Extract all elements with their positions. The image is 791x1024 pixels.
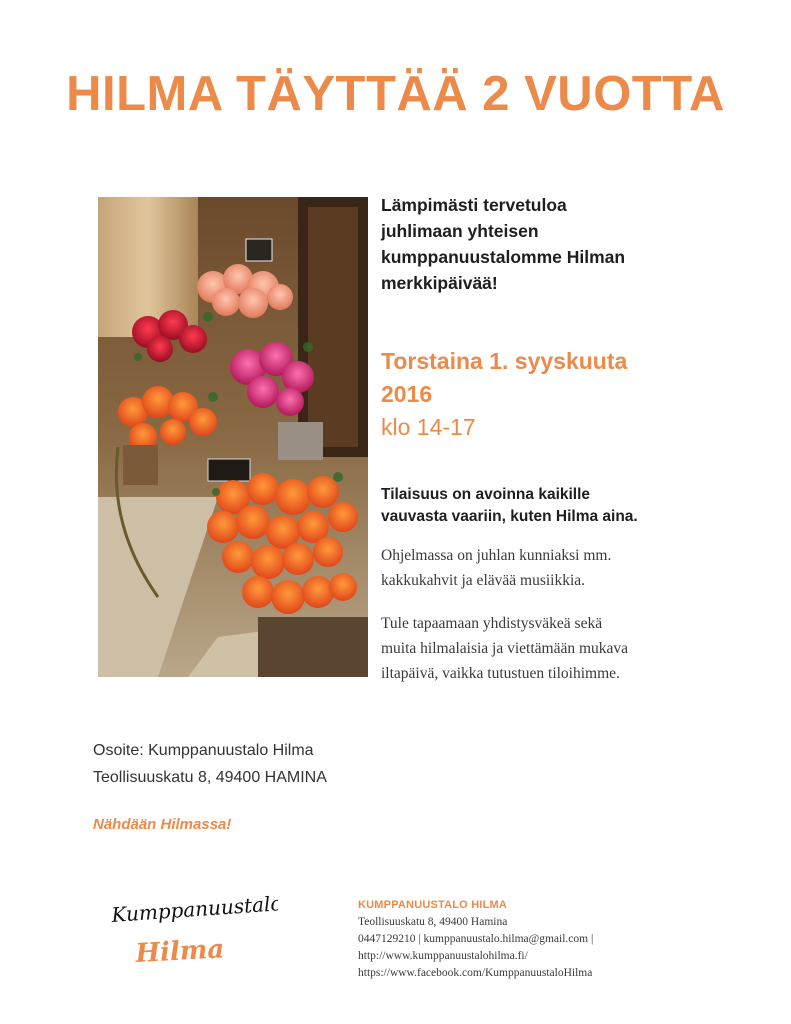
welcome-line: merkkipäivää!: [381, 273, 498, 293]
logo-line1: Kumppanuustalo: [110, 891, 278, 927]
welcome-text: [381, 192, 711, 296]
footer-contact-line[interactable]: 0447129210 | kumppanuustalo.hilma@gmail.com |: [358, 933, 594, 945]
flower-photo: [98, 197, 368, 677]
see-you-text: Nähdään Hilmassa!: [93, 816, 232, 833]
footer-contact: [358, 897, 778, 982]
invite-text: [381, 611, 721, 686]
invite-line: Tule tapaamaan yhdistysväkeä sekä: [381, 615, 603, 632]
open-line: Tilaisuus on avoinna kaikille: [381, 486, 591, 503]
event-time: klo 14-17: [381, 414, 476, 440]
welcome-line: Lämpimästi tervetuloa: [381, 195, 567, 215]
invite-line: muita hilmalaisia ja viettämään mukava: [381, 640, 629, 657]
hilma-logo: [108, 890, 278, 980]
program-line: Ohjelmassa on juhlan kunniaksi mm.: [381, 547, 612, 564]
address-block: [93, 737, 433, 791]
welcome-line: kumppanuustalomme Hilman: [381, 247, 626, 267]
program-line: kakkukahvit ja elävää musiikkia.: [381, 572, 586, 589]
footer-website-link[interactable]: http://www.kumppanuustalohilma.fi/: [358, 950, 528, 962]
open-to-all-text: [381, 484, 741, 528]
page-title: HILMA TÄYTTÄÄ 2 VUOTTA: [66, 67, 725, 121]
invite-line: iltapäivä, vaikka tutustuen tiloihimme.: [381, 665, 620, 682]
open-line: vauvasta vaariin, kuten Hilma aina.: [381, 508, 638, 525]
address-line: Osoite: Kumppanuustalo Hilma: [93, 742, 314, 759]
logo-line2: Hilma: [134, 934, 225, 969]
program-text: [381, 543, 721, 593]
event-date: [381, 345, 721, 444]
date-year: 2016: [381, 381, 433, 407]
date-line: Torstaina 1. syyskuuta: [381, 348, 628, 374]
footer-facebook-link[interactable]: https://www.facebook.com/KumppanuustaloHilma: [358, 967, 593, 979]
welcome-line: juhlimaan yhteisen: [381, 221, 539, 241]
footer-org-name: KUMPPANUUSTALO HILMA: [358, 899, 508, 911]
footer-address: Teollisuuskatu 8, 49400 Hamina: [358, 916, 508, 928]
address-line: Teollisuuskatu 8, 49400 HAMINA: [93, 769, 327, 786]
